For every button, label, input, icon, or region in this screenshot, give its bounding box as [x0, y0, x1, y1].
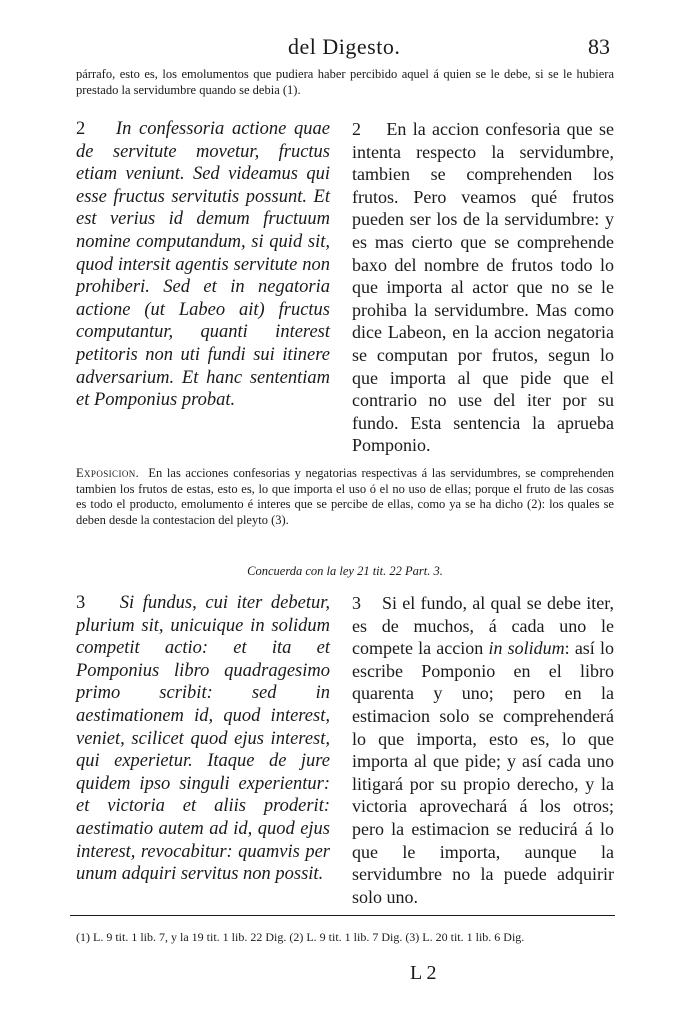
section-number: 3 — [352, 593, 361, 613]
section-number: 2 — [76, 119, 86, 139]
spanish-text: Si el fundo, al qual se debe iter, es de muchos, á cada uno le compete la accion — [352, 593, 614, 659]
exposicion-text: En las acciones confesorias y negatorias respectivas á las servidumbres, se comprehenden tambien los frutos de estas, esto es, lo que importa el uso ó el no uso de ellas; porque el fruto de las cosas es todo el producto, emolumento é interes que se percibe de ellas, como ya se ha dicho (2): los quales se deben desde la contestacion del pleyto (3). — [76, 466, 615, 527]
page-number: 83 — [588, 34, 610, 59]
running-title: del Digesto. — [288, 34, 401, 59]
spanish-italic-term: in solidum — [488, 638, 565, 659]
section-3-spanish — [352, 592, 614, 908]
intro-paragraph: párrafo, esto es, los emolumentos que pudiera haber percibido aquel á quien se le debe, si se le hubiera prestado la servidumbre quando se debia (1). — [76, 67, 614, 97]
section-number: 3 — [76, 593, 86, 613]
footnotes: (1) L. 9 tit. 1 lib. 7, y la 19 tit. 1 lib. 22 Dig. (2) L. 9 tit. 1 lib. 7 Dig. (3) L. 20 tit. 1 lib. 6 Dig. — [76, 930, 525, 944]
section-2-latin — [76, 118, 330, 412]
latin-text: Si fundus, cui iter debetur, plurium sit, unicuique in solidum competit actio: et ita et Pomponius libro quadragesimo primo scribit: sed in aestimationem id, quod interest, veniet, scilicet quod ejus interest, qui experietur. Itaque de jure quidem ipso singuli experientur: et victoria et aliis proderit: aestimatio autem ad id, quod ejus interest, revocabitur: quamvis per unum adquiri servitus non possit. — [76, 593, 331, 885]
exposicion-paragraph — [76, 466, 614, 528]
section-2-spanish — [352, 118, 614, 457]
exposicion-label: Exposicion. — [76, 466, 140, 480]
spanish-text-continued: : así lo escribe Pomponio en el libro quarenta y uno; pero en la estimacion solo se comprehenderá lo que importa, esto es, lo que importa al que pide; y así cada uno litigará por su propio derecho, y la victoria aprovechará á los otros; pero la estimacion se reducirá á lo que le importa, aunque la servidumbre no la puede adquirir solo uno. — [352, 638, 614, 907]
spanish-text: En la accion confesoria que se intenta respecto la servidumbre, tambien se comprehenden los frutos. Pero veamos qué frutos pueden ser los de la servidumbre: y es mas cierto que se comprehende baxo del nombre de frutos todo lo que importa al actor que no se le prohiba la servidumbre. Mas como dice Labeon, en la accion negatoria se computan por frutos, segun lo que importa al que pide que el contrario no use del iter por su fundo. Esta sentencia la aprueba Pomponio. — [352, 119, 614, 456]
latin-text: In confessoria actione quae de servitute movetur, fructus etiam veniunt. Sed videamus qui esse fructus servitutis possunt. Et est verius id demum fructuum nomine computandum, si quid sit, quod intersit agentis servitute non prohiberi. Sed et in negatoria actione (ut Labeo ait) fructus computantur, quanti interest petitoris non uti fundi sui itinere adversarium. Et hanc sententiam et Pomponius probat. — [76, 119, 331, 411]
concordance-note: Concuerda con la ley 21 tit. 22 Part. 3. — [247, 564, 443, 578]
section-3-latin — [76, 592, 330, 886]
footnote-divider — [70, 915, 615, 916]
signature-mark: L 2 — [410, 962, 437, 984]
section-number: 2 — [352, 119, 361, 139]
